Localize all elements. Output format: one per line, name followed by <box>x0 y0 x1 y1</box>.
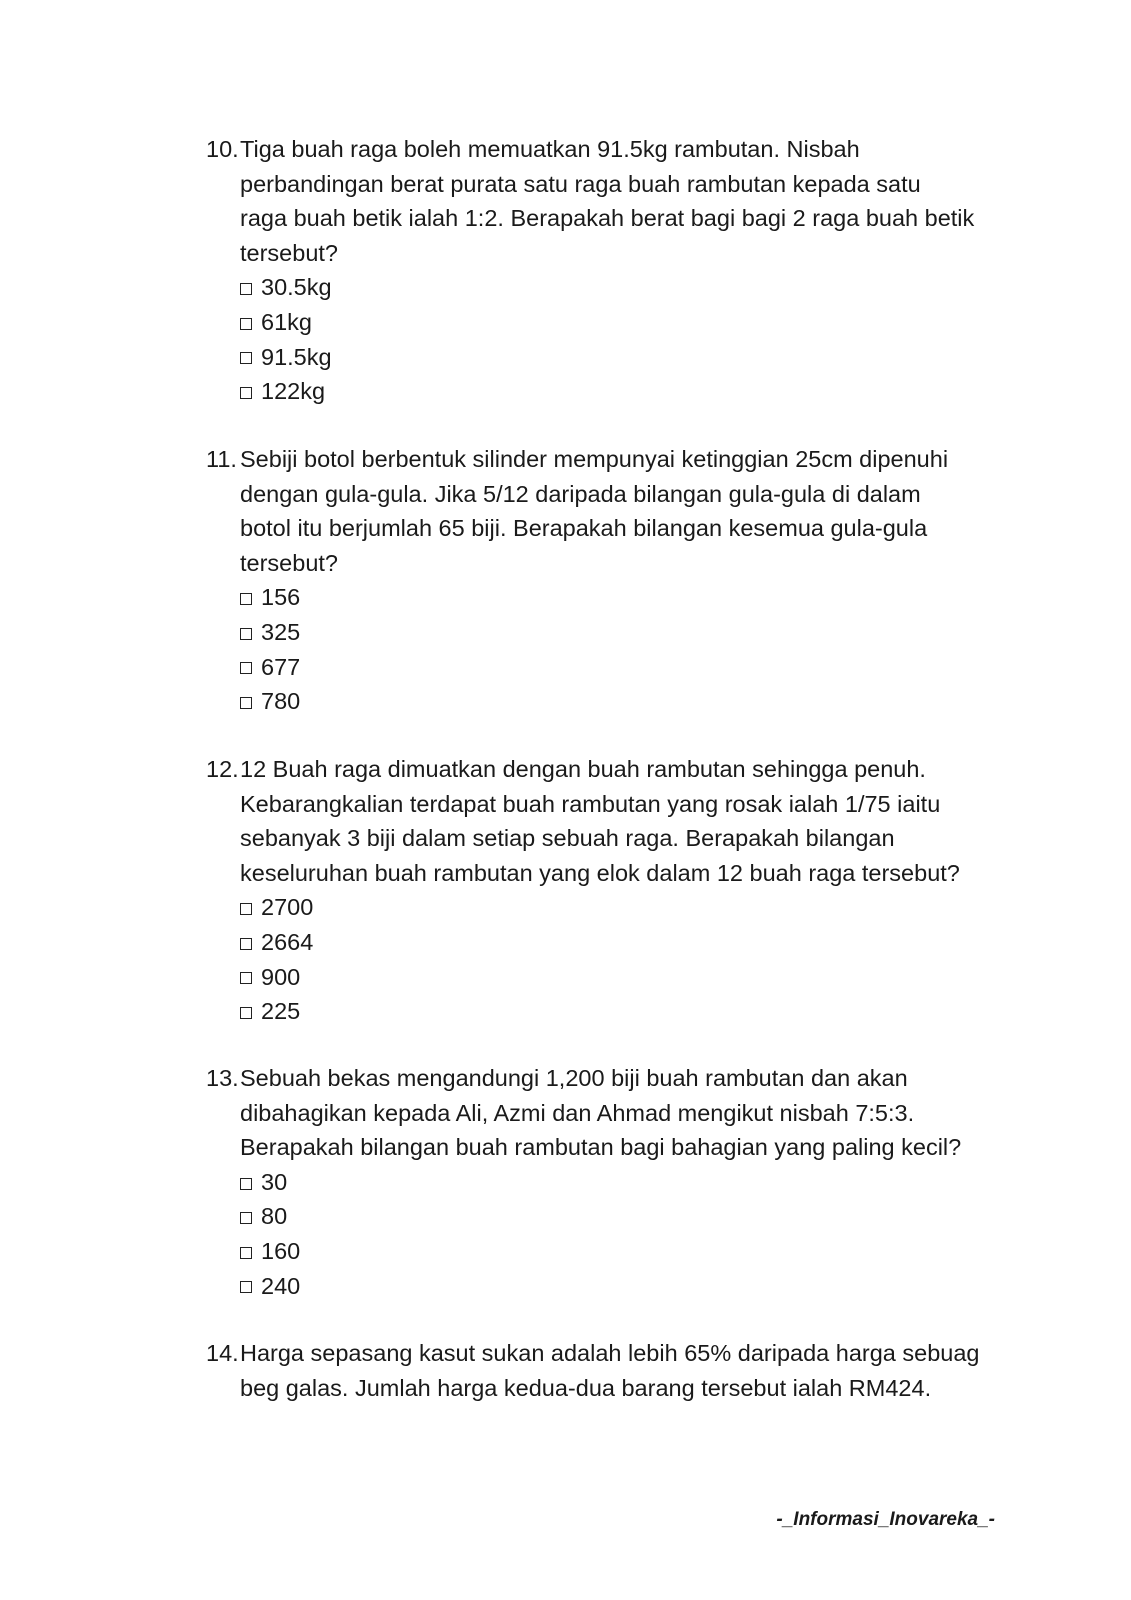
question-number: 11. <box>206 446 237 472</box>
question-number: 13. <box>206 1065 239 1091</box>
checkbox-icon[interactable] <box>240 1281 252 1293</box>
question-text-line: Berapakah bilangan buah rambutan bagi bahagian yang paling kecil? <box>240 1134 962 1161</box>
answer-option[interactable] <box>240 1269 1006 1304</box>
answer-option[interactable] <box>240 994 1006 1029</box>
option-label: 780 <box>261 688 301 715</box>
checkbox-icon[interactable] <box>240 628 252 640</box>
answer-options <box>240 890 1006 1028</box>
option-label: 61kg <box>261 308 312 335</box>
answer-option[interactable] <box>240 615 1006 650</box>
question-text-line: botol itu berjumlah 65 biji. Berapakah bilangan kesemua gula-gula <box>240 515 928 542</box>
checkbox-icon[interactable] <box>240 283 252 295</box>
question-text-line: perbandingan berat purata satu raga buah rambutan kepada satu <box>240 170 921 197</box>
question-text-line: Sebuah bekas mengandungi 1,200 biji buah rambutan dan akan <box>240 1065 908 1091</box>
answer-option[interactable] <box>240 684 1006 719</box>
answer-option[interactable] <box>240 1165 1006 1200</box>
checkbox-icon[interactable] <box>240 938 252 950</box>
answer-option[interactable] <box>240 580 1006 615</box>
question-number: 10. <box>206 136 239 162</box>
question-text-line: sebanyak 3 biji dalam setiap sebuah raga. Berapakah bilangan <box>240 825 895 852</box>
question-text-line: beg galas. Jumlah harga kedua-dua barang tersebut ialah RM424. <box>240 1374 932 1401</box>
question-number: 12. <box>206 756 239 782</box>
option-label: 30 <box>261 1168 288 1195</box>
option-label: 91.5kg <box>261 343 332 370</box>
option-label: 160 <box>261 1237 301 1264</box>
question-text-line: keseluruhan buah rambutan yang elok dalam 12 buah raga tersebut? <box>240 859 960 886</box>
question-text-line: tersebut? <box>240 549 338 576</box>
question-text-line: Tiga buah raga boleh memuatkan 91.5kg rambutan. Nisbah <box>240 136 860 162</box>
checkbox-icon[interactable] <box>240 662 252 674</box>
checkbox-icon[interactable] <box>240 972 252 984</box>
option-label: 2664 <box>261 928 314 955</box>
question-text-line: dibahagikan kepada Ali, Azmi dan Ahmad mengikut nisbah 7:5:3. <box>240 1099 915 1126</box>
question-12 <box>206 752 1006 1029</box>
checkbox-icon[interactable] <box>240 1212 252 1224</box>
question-text-line: Kebarangkalian terdapat buah rambutan yang rosak ialah 1/75 iaitu <box>240 790 941 817</box>
answer-option[interactable] <box>240 305 1006 340</box>
checkbox-icon[interactable] <box>240 318 252 330</box>
answer-options <box>240 270 1006 408</box>
question-text-line: dengan gula-gula. Jika 5/12 daripada bilangan gula-gula di dalam <box>240 480 921 507</box>
question-text-line: raga buah betik ialah 1:2. Berapakah berat bagi bagi 2 raga buah betik <box>240 205 975 232</box>
checkbox-icon[interactable] <box>240 903 252 915</box>
question-14 <box>206 1336 1006 1405</box>
answer-option[interactable] <box>240 1234 1006 1269</box>
option-label: 80 <box>261 1203 288 1230</box>
answer-options <box>240 580 1006 718</box>
option-label: 900 <box>261 963 301 990</box>
checkbox-icon[interactable] <box>240 697 252 709</box>
answer-option[interactable] <box>240 1199 1006 1234</box>
answer-options <box>240 1165 1006 1303</box>
checkbox-icon[interactable] <box>240 1178 252 1190</box>
answer-option[interactable] <box>240 270 1006 305</box>
question-number: 14. <box>206 1340 239 1366</box>
answer-option[interactable] <box>240 374 1006 409</box>
question-text-line: 12 Buah raga dimuatkan dengan buah rambutan sehingga penuh. <box>240 756 926 782</box>
option-label: 156 <box>261 584 301 611</box>
answer-option[interactable] <box>240 960 1006 995</box>
checkbox-icon[interactable] <box>240 1007 252 1019</box>
option-label: 240 <box>261 1272 301 1299</box>
answer-option[interactable] <box>240 340 1006 375</box>
question-11 <box>206 442 1006 719</box>
answer-option[interactable] <box>240 925 1006 960</box>
answer-option[interactable] <box>240 890 1006 925</box>
checkbox-icon[interactable] <box>240 352 252 364</box>
option-label: 122kg <box>261 378 326 405</box>
footer-credit: -_Informasi_Inovareka_- <box>776 1509 995 1530</box>
checkbox-icon[interactable] <box>240 387 252 399</box>
option-label: 325 <box>261 618 301 645</box>
option-label: 225 <box>261 998 301 1025</box>
question-10 <box>206 132 1006 409</box>
checkbox-icon[interactable] <box>240 1247 252 1259</box>
checkbox-icon[interactable] <box>240 593 252 605</box>
option-label: 2700 <box>261 894 314 921</box>
question-text-line: tersebut? <box>240 239 338 266</box>
option-label: 30.5kg <box>261 274 332 301</box>
option-label: 677 <box>261 653 301 680</box>
question-text-line: Sebiji botol berbentuk silinder mempunyai ketinggian 25cm dipenuhi <box>240 446 949 472</box>
answer-option[interactable] <box>240 650 1006 685</box>
question-text-line: Harga sepasang kasut sukan adalah lebih 65% daripada harga sebuag <box>240 1340 980 1366</box>
question-13 <box>206 1061 1006 1303</box>
